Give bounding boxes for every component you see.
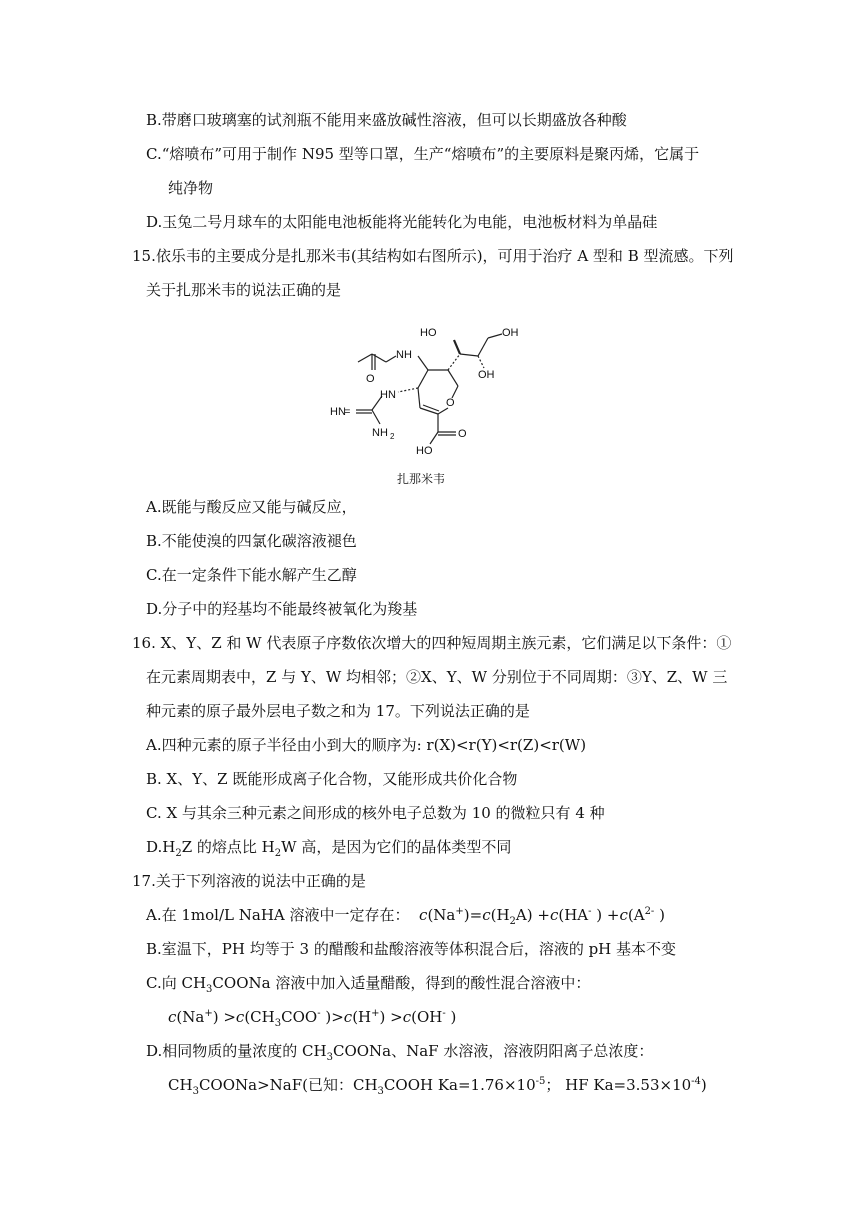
q15-option-b: B.不能使溴的四氯化碳溶液褪色 [146,532,357,550]
q16-option-c: C. X 与其余三种元素之间形成的核外电子总数为 10 的微粒只有 4 种 [146,804,605,822]
q16-stem-line2: 在元素周期表中，Z 与 Y、W 均相邻；②X、Y、W 分别位于不同周期：③Y、Z、W 三 [146,668,728,686]
q16-option-d: $D.H_2Z$ 的熔点比 $H_2W$ 高，是因为它们的晶体类型不同 [146,838,512,859]
mol-label-o-acid: O [458,428,467,440]
q14-option-c-line1: C.“熔喷布”可用于制作 N95 型等口罩，生产“熔喷布”的主要原料是聚丙烯，它属于 [146,145,700,163]
mol-label-o-amide: O [366,373,375,385]
q15-stem-line2: 关于扎那米韦的说法正确的是 [146,281,342,299]
q14-option-c-line2: 纯净物 [168,179,214,197]
mol-label-oh1: OH [502,327,519,339]
q15-option-a: A.既能与酸反应又能与碱反应， [146,498,357,516]
q14-option-b: B.带磨口玻璃塞的试剂瓶不能用来盛放碱性溶液，但可以长期盛放各种酸 [146,111,627,129]
q15-stem-line1: 15.依乐韦的主要成分是扎那米韦(其结构如右图所示)，可用于治疗 A 型和 B 型流感。下列 [132,247,734,265]
mol-label-oh2: OH [478,369,495,381]
mol-label-eq: = [344,406,351,418]
q17-stem: 17.关于下列溶液的说法中正确的是 [132,872,366,890]
mol-label-hn2: HN [330,406,346,418]
q16-stem-line1: 16. X、Y、Z 和 W 代表原子序数依次增大的四种短周期主族元素，它们满足以下条件：① [132,634,732,652]
q16-option-b: B. X、Y、Z 既能形成离子化合物，又能形成共价化合物 [146,770,518,788]
mol-label-hn: HN [380,389,396,401]
q15-option-d: D.分子中的羟基均不能最终被氧化为羧基 [146,600,418,618]
q14-option-d: D.玉兔二号月球车的太阳能电池板能将光能转化为电能，电池板材料为单晶硅 [146,213,658,231]
q17-option-b: B.室温下，PH 均等于 3 的醋酸和盐酸溶液等体积混合后，溶液的 pH 基本不变 [146,940,677,958]
q17-option-a: A.在 1mol/L NaHA 溶液中一定存在： $c(Na^+)=c(H_2A) +c(HA^-$ ) $+c(A^{2-}$ ) [146,906,665,927]
q15-option-c: C.在一定条件下能水解产生乙醇 [146,566,357,584]
q17-option-c-line2: $c(Na^+) >c(CH_3COO^-$ )>c(H+) >c(OH- ) [168,1008,457,1029]
mol-label-ho-acid: HO [416,445,433,457]
q17-option-d-line1: D.相同物质的量浓度的 $CH_3COONa$、NaF 水溶液，溶液阴阳离子总浓度： [146,1042,654,1063]
q16-option-a: A.四种元素的原子半径由小到大的顺序为: r(X)<r(Y)<r(Z)<r(W) [146,736,587,754]
mol-label-nh2: NH [372,427,388,439]
mol-label-o-ring: O [446,397,455,409]
q17-option-d-line2: $CH_3COONa>NaF$(已知：$CH_3COOH$ $Ka=1.76\times 10^{-5}$； HF $Ka=3.53\times 10^{-4}$) [168,1076,707,1097]
mol-label-nh2-sub: 2 [390,432,395,441]
mol-label-ho1: HO [420,327,437,339]
q17-option-c-line1: C.向 $CH_3COONa$ 溶液中加入适量醋酸，得到的酸性混合溶液中： [146,974,591,995]
q16-stem-line3: 种元素的原子最外层电子数之和为 17。下列说法正确的是 [146,702,530,720]
mol-label-nh: NH [396,349,412,361]
molecule-caption: 扎那米韦 [397,472,446,486]
zanamivir-structure [320,316,540,486]
